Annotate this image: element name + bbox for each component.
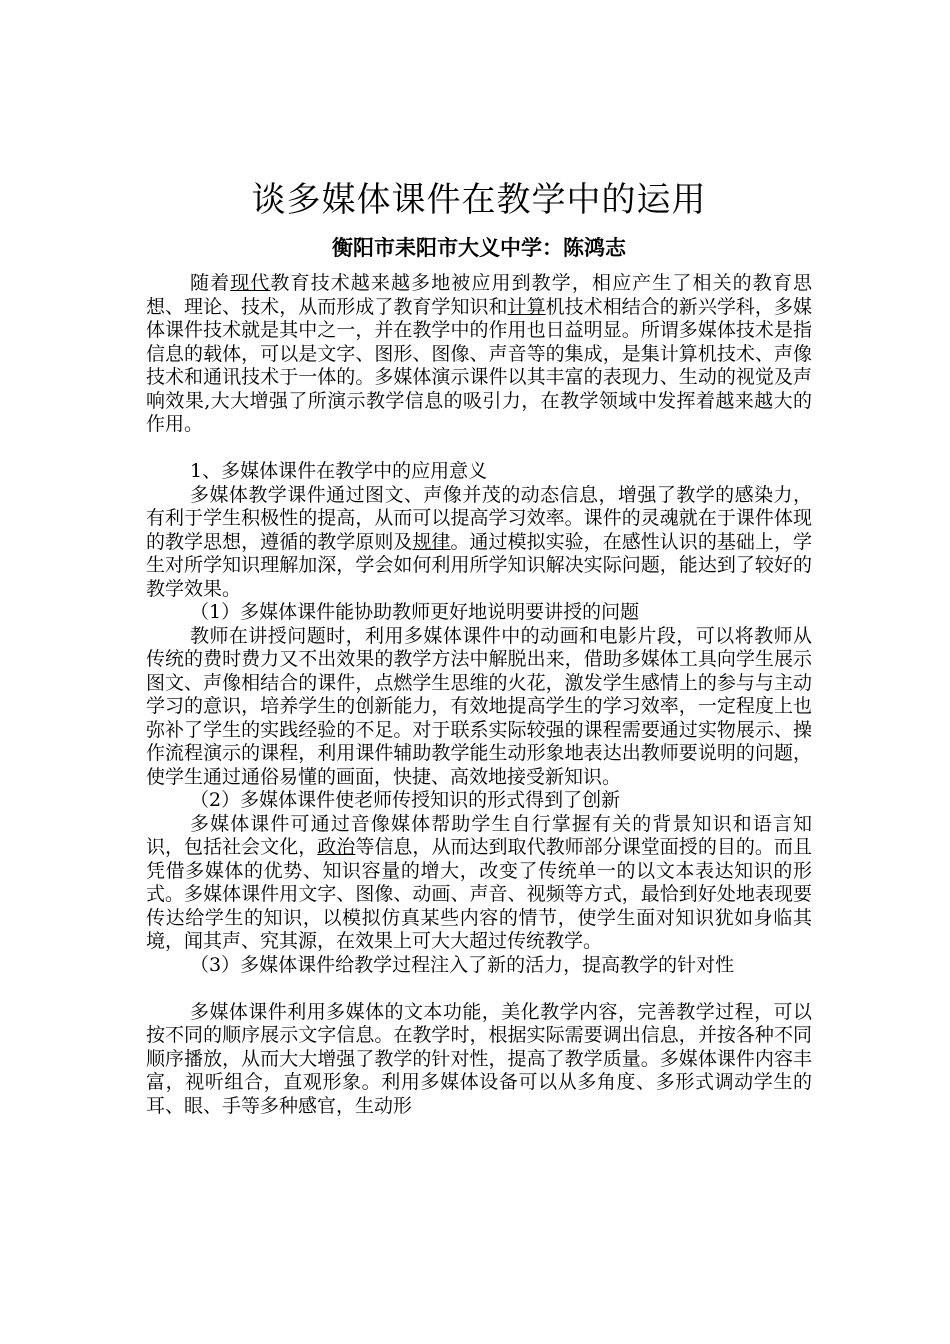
- sub1-paragraph: 教师在讲授问题时，利用多媒体课件中的动画和电影片段，可以将教师从传统的费时费力又不出效果的教学方法中解脱出来，借助多媒体工具向学生展示图文、声像相结合的课件，点燃学生思维的火花，激发学生感情上的参与与主动学习的意识，培养学生的创新能力，有效地提高学生的学习效率，一定程度上也弥补了学生的实践经验的不足。对于联系实际较强的课程需要通过实物展示、操作流程演示的课程，利用课件辅助教学能生动形象地表达出教师要说明的问题，使学生通过通俗易懂的画面，快捷、高效地接受新知识。: [146, 624, 812, 788]
- blank-line: [146, 977, 812, 1001]
- author-line: 衡阳市耒阳市大义中学：陈鸿志: [332, 236, 626, 260]
- intro-text: 随着: [190, 272, 231, 294]
- document-body: [146, 272, 812, 1118]
- intro-paragraph: [146, 272, 812, 437]
- link-xiandai[interactable]: 现代: [230, 272, 271, 294]
- sub2-text: 等信息，从而达到取代教师部分课堂面授的目的。而且凭借多媒体的优势、知识容量的增大，改变了传统单一的以文本表达知识的形式。多媒体课件用文字、图像、动画、声音、视频等方式，最恰到好处地表现要传达给学生的知识，以模拟仿真某些内容的情节，使学生面对知识犹如身临其境，闻其声、究其源，在效果上可大大超过传统教学。: [146, 836, 812, 952]
- intro-text: 教育技术越来越多地被应用到教学，相应产生了相关的教育思想、理论、技术，从而形成了教育学知识和: [146, 272, 812, 318]
- sub3-heading: （3）多媒体课件给教学过程注入了新的活力，提高教学的针对性: [190, 953, 735, 976]
- sub1-heading: （1）多媒体课件能协助教师更好地说明要讲授的问题: [190, 601, 640, 623]
- sub2-text: 多媒体课件可通过音像媒体帮助学生自行掌握有关的背景知识和语言知识，包括社会文化，: [146, 812, 812, 858]
- section1-text: 。通过模拟实验，在感性认识的基础上，学生对所学知识理解加深，学会如何利用所学知识解决实际问题，能达到了较好的教学效果。: [146, 530, 812, 600]
- intro-text: 机技术相结合的新兴学科，多媒体课件技术就是其中之一，并在教学中的作用也日益明显。所谓多媒体技术是指信息的载体，可以是文字、图形、图像、声音等的集成，是集计算机技术、声像技术和通讯技术于一体的。多媒体演示课件以其丰富的表现力、生动的视觉及声响效果,大大增强了所演示教学信息的吸引力，在教学领域中发挥着越来越大的作用。: [146, 295, 812, 435]
- blank-line: [146, 437, 812, 461]
- section1-heading: 1、多媒体课件在教学中的应用意义: [190, 460, 488, 482]
- sub2-heading: （2）多媒体课件使老师传授知识的形式得到了创新: [190, 789, 621, 811]
- sub3-paragraph: 多媒体课件利用多媒体的文本功能，美化教学内容，完善教学过程，可以按不同的顺序展示文字信息。在教学时，根据实际需要调出信息，并按各种不同顺序播放，从而大大增强了教学的针对性，提高了教学质量。多媒体课件内容丰富，视听组合，直观形象。利用多媒体设备可以从多角度、多形式调动学生的耳、眼、手等多种感官，生动形: [146, 1000, 812, 1117]
- section1-text: 多媒体教学课件通过图文、声像并茂的动态信息，增强了教学的感染力，有利于学生积极性的提高，从而可以提高学习效率。课件的灵魂就在于课件体现的教学思想，遵循的教学原则及: [146, 483, 812, 553]
- link-zhengzhi[interactable]: 政治: [317, 836, 356, 858]
- link-guilv[interactable]: 规律: [412, 530, 451, 553]
- sub2-paragraph: [146, 813, 812, 954]
- document-title: 谈多媒体课件在教学中的运用: [251, 180, 707, 220]
- link-jisuan[interactable]: 计算: [507, 295, 546, 318]
- section1-paragraph: [146, 484, 812, 602]
